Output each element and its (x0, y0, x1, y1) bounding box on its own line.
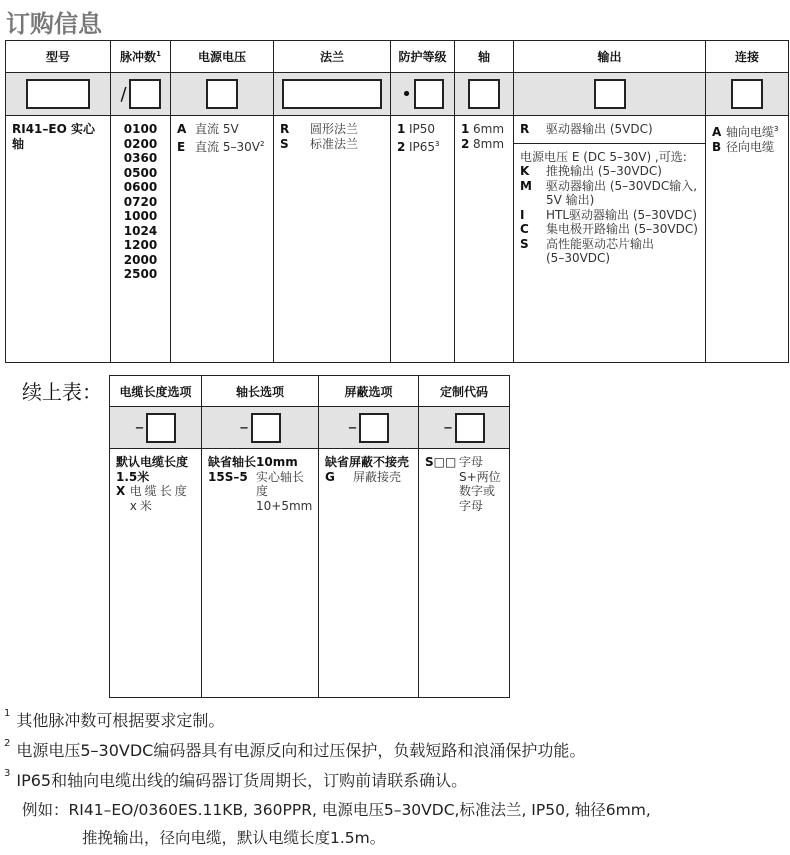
shaft-options: 1 6mm 2 8mm (455, 116, 514, 363)
pulses-box (129, 79, 161, 109)
example-line-1: 例如：RI41–EO/0360ES.11KB, 360PPR, 电源电压5–30VDC,标准法兰, IP50, 轴径6mm, (22, 801, 651, 819)
protection-options: 1 IP50 2 $IP65^3$ (391, 116, 455, 363)
shield-box (359, 413, 389, 443)
shaft-length-box (251, 413, 281, 443)
flange-options: R 圆形法兰 S 标准法兰 (274, 116, 391, 363)
pulse-option: 0200 (123, 136, 158, 151)
model-value: RI41–EO 实心轴 (6, 116, 111, 363)
header-pulses: 脉冲数$^1$ (111, 41, 171, 73)
pulse-option: 1024 (123, 223, 158, 238)
voltage-box (206, 79, 238, 109)
custom-box (455, 413, 485, 443)
header-flange: 法兰 (274, 41, 391, 73)
output-option: S 高性能驱动芯片输出 (5–30VDC) (520, 236, 655, 265)
output-option: C 集电极开路输出 (5–30VDC) (520, 222, 698, 236)
pulse-option: 1000 (123, 209, 158, 223)
connection-box (731, 79, 763, 109)
header-protection: 防护等级 (391, 41, 455, 73)
output-options: R 驱动器输出 (5VDC) 电源电压 E (DC 5–30V) ,可选: K 推挽输出 (5–30VDC) M 驱动器输出 (5–30VDC输入, 5V 输出) I HTL驱动器输出 (5–30VDC) C 集电极开路输出 (5–30VDC) S 高性能驱动芯片输出 (5–30VDC) (514, 116, 706, 363)
pulse-option: 2500 (123, 267, 158, 281)
pulse-option: 0360 (123, 151, 158, 165)
cable-options: 默认电缆长度1.5米 X 电缆长度x米 (110, 449, 202, 698)
pulse-option: 1200 (123, 238, 158, 252)
page-title: 订购信息 (6, 10, 102, 38)
output-option: M 驱动器输出 (5–30VDC输入, 5V 输出) (520, 178, 698, 207)
custom-code-options: S□□ 字母S+两位数字或字母 (419, 449, 510, 698)
header-shield: 屏蔽选项 (319, 376, 419, 407)
header-shaft-length: 轴长选项 (202, 376, 319, 407)
continued-label: 续上表： (22, 380, 102, 404)
output-option: I HTL驱动器输出 (5–30VDC) (520, 207, 697, 222)
ordering-table-continued: 电缆长度选项 轴长选项 屏蔽选项 定制代码 – – – – 默认电缆长度1.5米 X 电缆长度x米 缺省轴长10mm 15S–5 实心轴长度10+5mm 缺省屏蔽不接壳 G 屏蔽接壳 S□□ 字母S+两位数字或字母 (109, 375, 510, 698)
pulse-option: 2000 (123, 252, 158, 267)
shaft-box (468, 79, 500, 109)
shield-options: 缺省屏蔽不接壳 G 屏蔽接壳 (319, 449, 419, 698)
example-line-2: 推挽输出，径向电缆，默认电缆长度1.5m。 (82, 829, 386, 847)
protection-box (414, 79, 444, 109)
header-custom-code: 定制代码 (419, 376, 510, 407)
header-connection: 连接 (706, 41, 789, 73)
header-model: 型号 (6, 41, 111, 73)
model-box (26, 79, 90, 109)
ordering-table: 型号 脉冲数$^1$ 电源电压 法兰 防护等级 轴 输出 连接 / • RI41–EO 实心轴 0100 0200 0360 0500 0600 0720 1000 1024 1200 2000 2500 A 直流 5V E 直流 $5-30V^2$ R 圆形法兰 S 标准法兰 1 IP50 2 $IP65^3$ 1 6mm 2 8mm R 驱动器输出 (5VDC) 电源电压 E (DC 5–30V) ,可选: K 推挽输出 (5–30VDC) M 驱动器输出 (5–30VDC输入, 5V 输出) I HTL驱动器输出 (5–30VDC) C 集电极开路输出 (5–30VDC) S 高性能驱动芯片输出 (5–30VDC) A 轴向电缆$^3$ B 径向电缆 (5, 40, 789, 363)
footnote-2: $^2$ 电源电压5–30VDC编码器具有电源反向和过压保护，负载短路和浪涌保护功能。 (4, 738, 586, 760)
header-shaft: 轴 (455, 41, 514, 73)
header-cable-length: 电缆长度选项 (110, 376, 202, 407)
shaft-length-options: 缺省轴长10mm 15S–5 实心轴长度10+5mm (202, 449, 319, 698)
header-voltage: 电源电压 (171, 41, 274, 73)
output-option: K 推挽输出 (5–30VDC) (520, 164, 662, 178)
pulse-option: 0600 (123, 180, 158, 194)
pulse-option: 0720 (123, 194, 158, 209)
footnote-3: $^3$ IP65和轴向电缆出线的编码器订货周期长，订购前请联系确认。 (4, 768, 468, 790)
header-output: 输出 (514, 41, 706, 73)
voltage-options: A 直流 5V E 直流 $5-30V^2$ (171, 116, 274, 363)
footnote-1: $^1$ 其他脉冲数可根据要求定制。 (4, 708, 225, 730)
pulse-option: 0100 (123, 122, 158, 136)
output-box (594, 79, 626, 109)
cable-box (146, 413, 176, 443)
connection-options: A 轴向电缆$^3$ B 径向电缆 (706, 116, 789, 363)
flange-box (282, 79, 382, 109)
pulse-list (111, 116, 171, 363)
pulse-option: 0500 (123, 165, 158, 180)
